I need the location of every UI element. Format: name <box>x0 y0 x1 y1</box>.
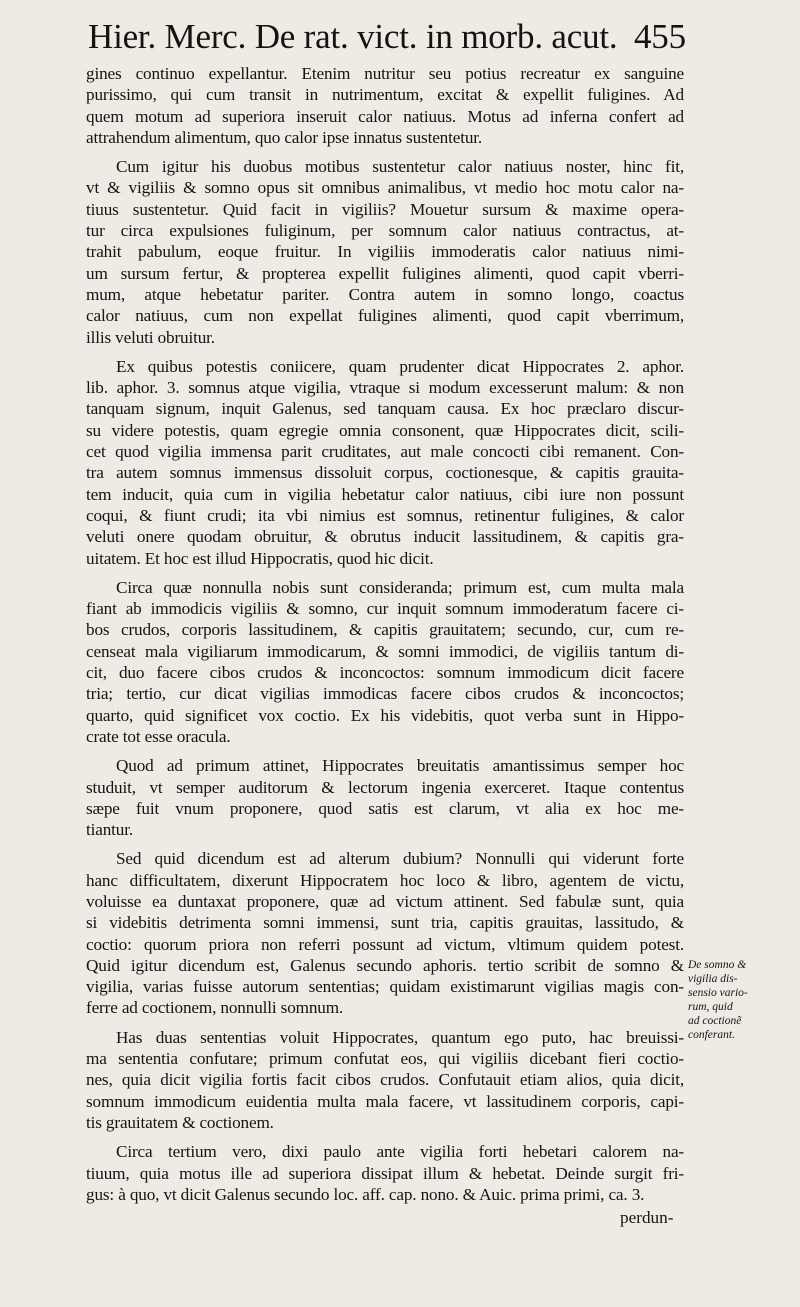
text-line: vigilia, varias fuisse autorum sententias; quidam existimarunt vigilias magis con- <box>86 977 684 997</box>
text-line: ma sententia confutare; primum confutat eos, qui vigiliis dicebant fieri coctio- <box>86 1049 684 1069</box>
text-line: mum, atque hebetatur pariter. Contra autem in somno longo, coactus <box>86 284 684 304</box>
text-line: coctio: quorum priora non referri possunt ad victum, vltimum quidem potest. <box>86 934 684 954</box>
text-line: fiant ab immodicis vigiliis & somno, cur inquit somnum immoderatum facere ci- <box>86 599 684 619</box>
marginal-note-line: conferant. <box>688 1029 735 1041</box>
text-line: nes, quia dicit vigilia fortis facit cibos crudos. Confutauit etiam alios, quia dicit, <box>86 1070 684 1090</box>
text-line: Quid igitur dicendum est, Galenus secundo aphoris. tertio scribit de somno & <box>86 955 684 975</box>
marginal-note-line: sensio vario- <box>688 987 748 999</box>
text-line: Circa tertium vero, dixi paulo ante vigilia forti hebetari calorem na- <box>116 1142 684 1162</box>
text-line: coqui, & fiunt crudi; ita vbi nimius est somnus, retinentur fuligines, & calor <box>86 505 684 525</box>
marginal-note-line: vigilia dis- <box>688 973 738 985</box>
paragraph <box>86 848 684 1018</box>
text-line: uitatem. Et hoc est illud Hippocratis, quod hic dicit. <box>86 548 434 568</box>
text-line: sæpe fuit vnum proponere, quod satis est clarum, vt alia ex hoc me- <box>86 798 684 818</box>
text-line: veluti onere quodam obruitur, & obrutus inducit lassitudinem, & capitis gra- <box>86 527 684 547</box>
text-line: calor natiuus, cum non expellat fuligines alimenti, quod capit vberrimum, <box>86 306 684 326</box>
marginal-note-line: ad coctionẽ <box>688 1015 742 1027</box>
text-line: cet quod vigilia immensa parit cruditates, aut male concocti cibi remanent. Con- <box>86 442 684 462</box>
marginal-note-line: rum, quid <box>688 1001 733 1013</box>
running-header <box>88 14 688 60</box>
paragraph <box>86 356 684 569</box>
text-line: voluisse ea duntaxat proponere, quæ ad victum attinent. Sed fabulæ sunt, quia <box>86 891 684 911</box>
paragraph <box>86 63 684 148</box>
text-line: studuit, vt semper auditorum & lectorum ingenia exerceret. Itaque contentus <box>86 777 684 797</box>
text-line: tur circa expulsiones fuliginum, per somnum calor natiuus contractus, at- <box>86 221 684 241</box>
text-line: Has duas sententias voluit Hippocrates, quantum ego puto, hac breuissi- <box>116 1027 684 1047</box>
text-line: tiantur. <box>86 820 134 840</box>
paragraph <box>86 577 684 747</box>
main-text-block <box>86 63 684 1213</box>
text-line: ferre ad coctionem, nonnulli somnum. <box>86 998 344 1018</box>
text-line: gus: à quo, vt dicit Galenus secundo loc. aff. cap. nono. & Auic. prima primi, ca. 3. <box>86 1184 645 1204</box>
text-line: tis grauitatem & coctionem. <box>86 1112 274 1132</box>
text-line: tria; tertio, cur dicat vigilias immodicas facere cibos crudos & inconcoctos; <box>86 684 684 704</box>
text-line: quem motum ad superiora inseruit calor natiuus. Motus ad inferna confert ad <box>86 106 684 126</box>
paragraph <box>86 1027 684 1133</box>
text-line: Ex quibus potestis coniicere, quam prudenter dicat Hippocrates 2. aphor. <box>116 356 684 376</box>
text-line: hanc difficultatem, dixerunt Hippocratem hoc loco & libro, agentem de victu, <box>86 870 684 890</box>
page-number: 455 <box>634 17 686 56</box>
text-line: purissimo, qui cum transit in nutrimentum, excitat & expellit fuligines. Ad <box>86 85 684 105</box>
text-line: somnum immodicum euidentia multa mala facere, vt lassitudinem corporis, capi- <box>86 1091 684 1111</box>
catchword: perdun- <box>620 1208 674 1227</box>
text-line: tem inducit, quia cum in vigilia hebetatur calor natiuus, cibi iure non possunt <box>86 484 684 504</box>
text-line: tanquam signum, inquit Galenus, sed tanquam causa. Ex hoc præclaro discur- <box>86 399 684 419</box>
paragraph <box>86 156 684 348</box>
text-line: attrahendum alimentum, quo calor ipse innatus sustentetur. <box>86 127 483 147</box>
text-line: Quod ad primum attinet, Hippocrates breuitatis amantissimus semper hoc <box>116 756 684 776</box>
text-line: censeat mala vigiliarum immodicarum, & somni immodici, de vigiliis tantum di- <box>86 641 684 661</box>
text-line: Cum igitur his duobus motibus sustentetur calor natiuus noster, hinc fit, <box>116 157 684 177</box>
text-line: Circa quæ nonnulla nobis sunt consideranda; primum est, cum multa mala <box>116 577 684 597</box>
text-line: trahit pabulum, eoque fruitur. In vigiliis immoderatis calor natiuus nimi- <box>86 242 684 262</box>
text-line: tra autem somnus immensus dissoluit corpus, coctionesque, & capitis grauita- <box>86 463 684 483</box>
paragraph <box>86 755 684 840</box>
text-line: quarto, quid significet vox coctio. Ex his videbitis, quot verba sunt in Hippo- <box>86 705 684 725</box>
text-line: Sed quid dicendum est ad alterum dubium? Nonnulli qui viderunt forte <box>116 849 684 869</box>
text-line: gines continuo expellantur. Etenim nutritur seu potius recreatur ex sanguine <box>86 64 684 83</box>
text-line: vt & vigiliis & somno opus sit omnibus animalibus, vt medio hoc motu calor na- <box>86 178 684 198</box>
text-line: tiuus sustentetur. Quid facit in vigiliis? Mouetur sursum & maxime opera- <box>86 199 684 219</box>
text-line: illis veluti obruitur. <box>86 327 215 347</box>
marginal-note <box>688 958 798 1042</box>
text-line: cit, duo facere cibos crudos & inconcoctos: somnum immodicum dicit facere <box>86 663 684 683</box>
text-line: si videbitis detrimenta somni immensi, sunt tria, capitis grauitas, lassitudo, & <box>86 913 684 933</box>
text-line: um sursum fertur, & propterea expellit fuligines alimenti, quod capit vberri- <box>86 263 684 283</box>
text-line: bos crudos, corporis lassitudinem, & capitis grauitatem; secundo, cur, cum re- <box>86 620 684 640</box>
running-title: Hier. Merc. De rat. vict. in morb. acut. <box>88 17 618 56</box>
marginal-note-line: De somno & <box>688 959 747 971</box>
text-line: crate tot esse oracula. <box>86 726 231 746</box>
paragraph <box>86 1141 684 1205</box>
text-line: su videre potestis, quam egregie omnia consonent, quæ Hippocrates dicit, scili- <box>86 420 684 440</box>
text-line: lib. aphor. 3. somnus atque vigilia, vtraque si modum excesserunt malum: & non <box>86 378 684 398</box>
text-line: tiuum, quia motus ille ad superiora dissipat illum & hebetat. Deinde surgit fri- <box>86 1163 684 1183</box>
